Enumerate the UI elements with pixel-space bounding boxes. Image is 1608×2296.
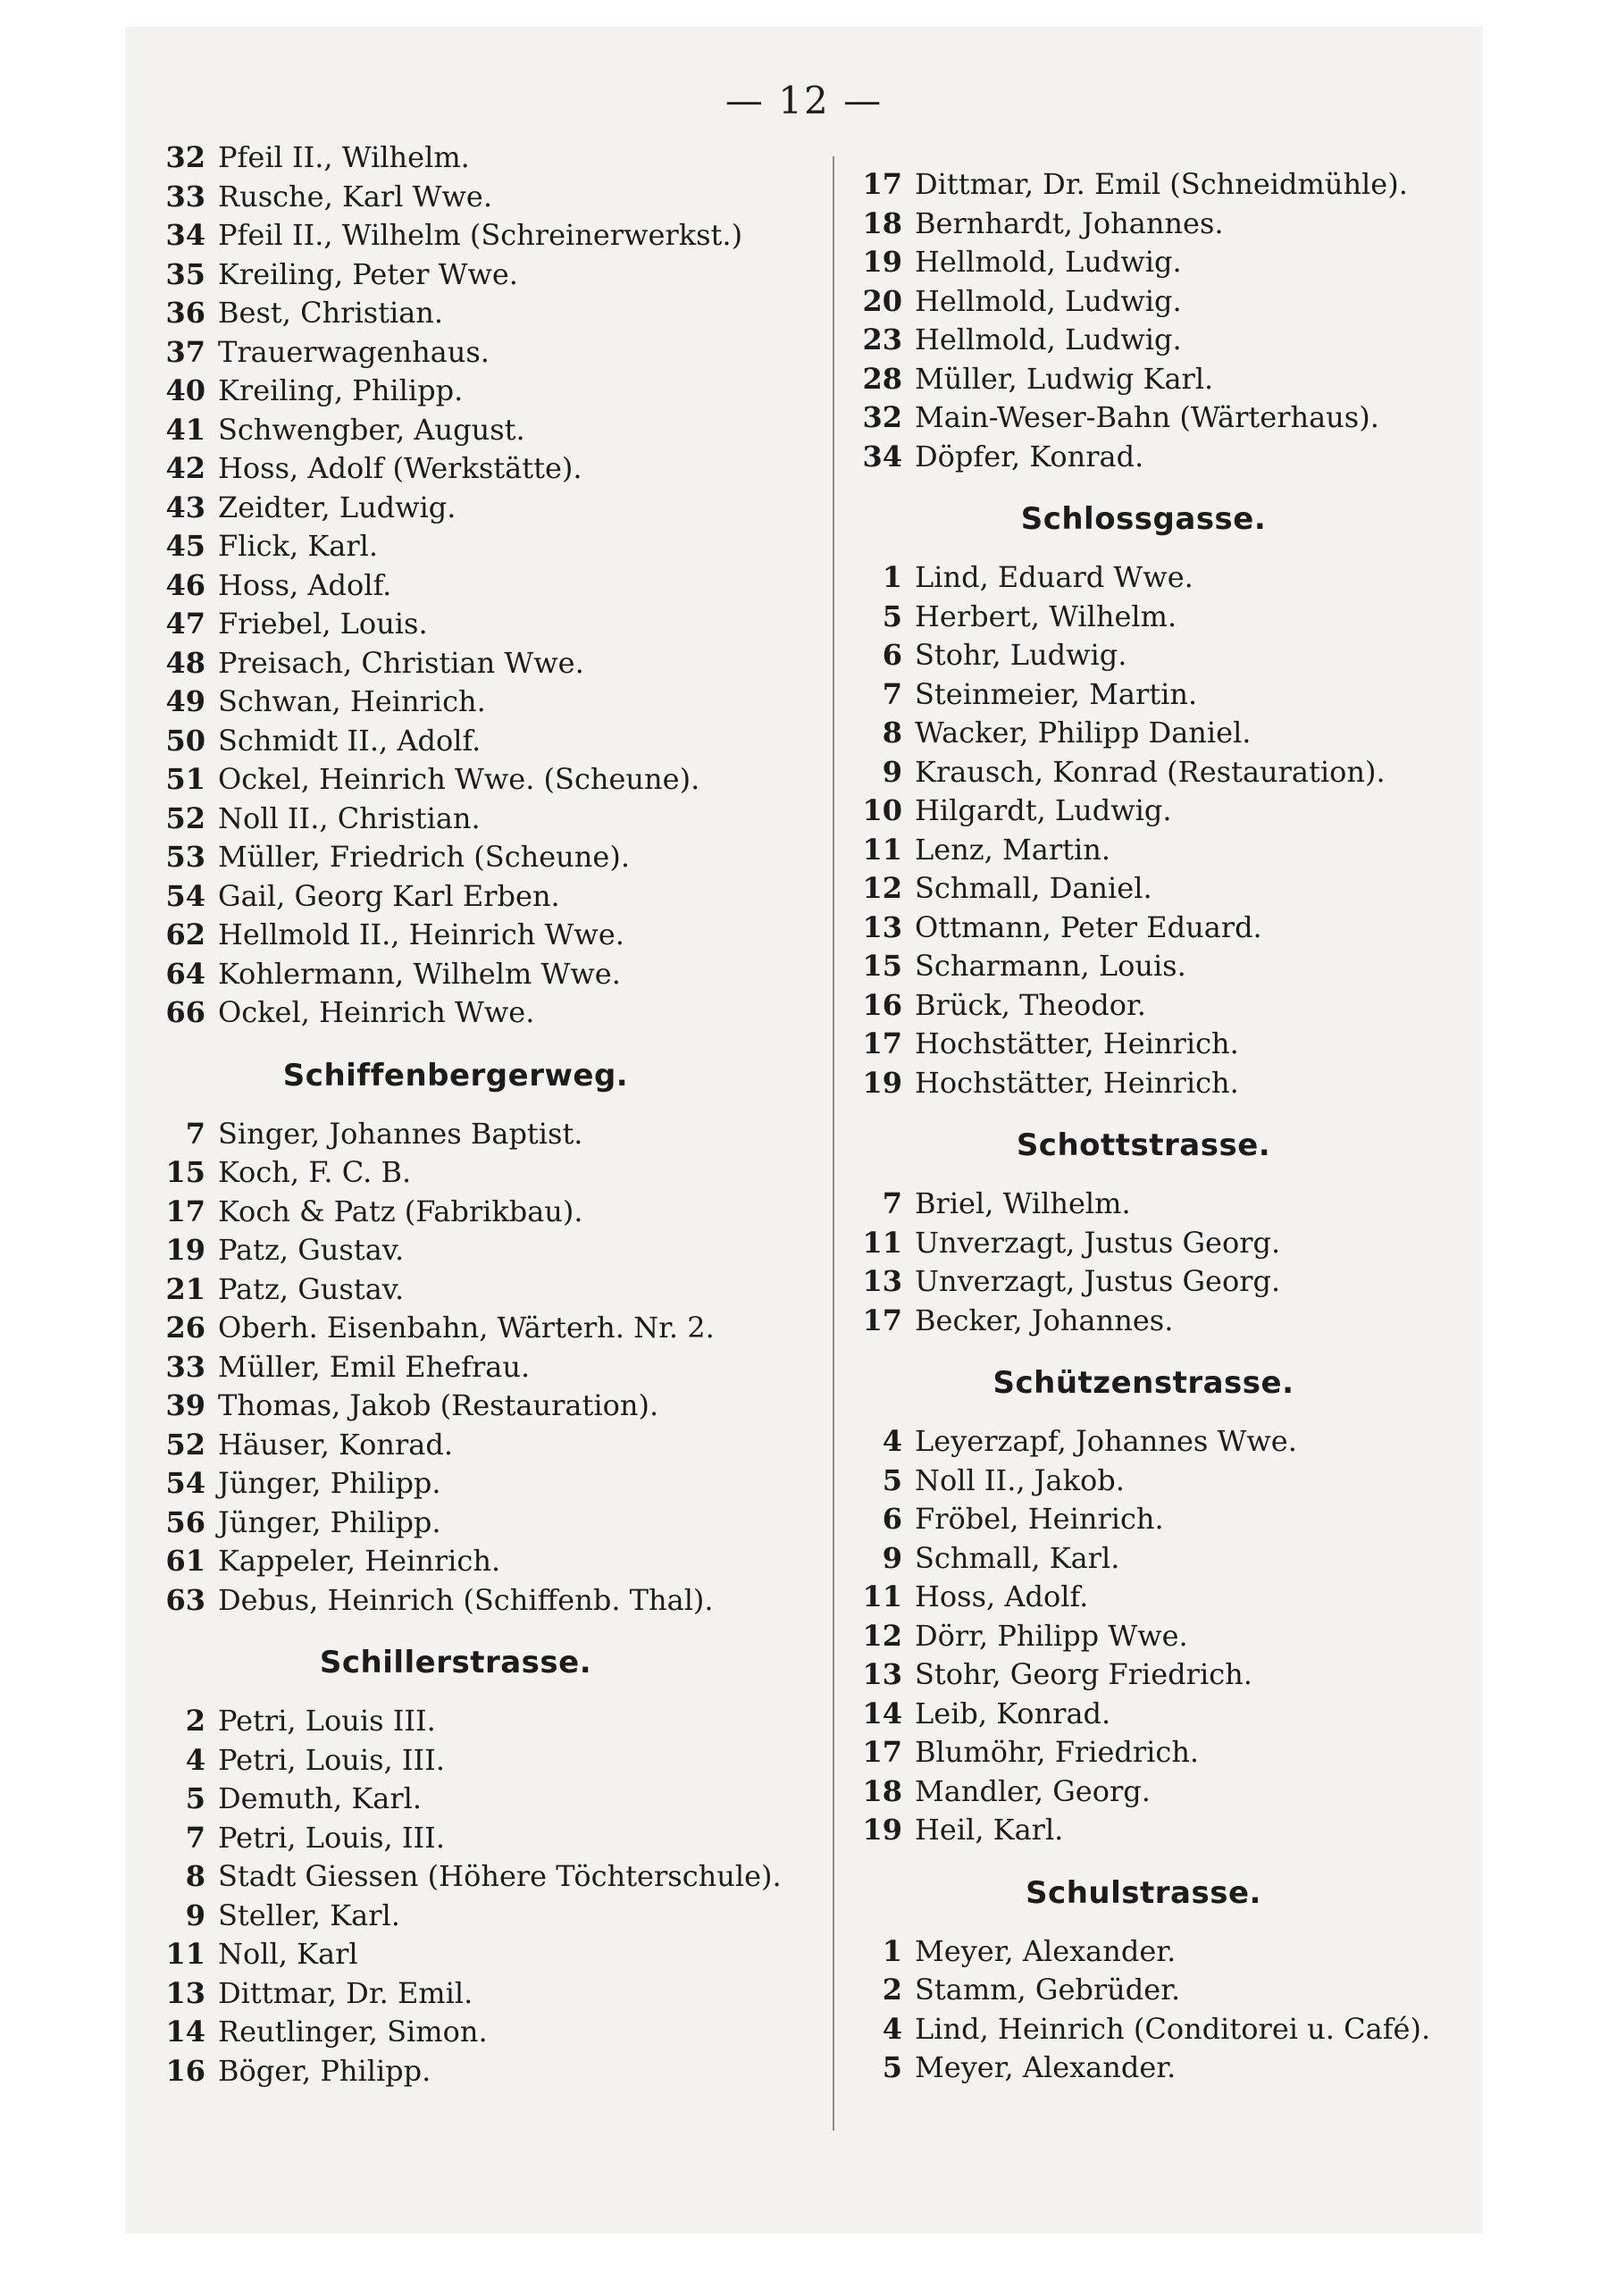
resident-name: Koch, F. C. B. bbox=[218, 1155, 412, 1189]
house-number: 1 bbox=[882, 560, 902, 594]
resident-name: Jünger, Philipp. bbox=[218, 1466, 441, 1500]
resident-name: Patz, Gustav. bbox=[218, 1271, 405, 1306]
house-number: 9 bbox=[882, 754, 902, 789]
address-entry bbox=[849, 753, 1492, 792]
house-number: 6 bbox=[882, 638, 902, 672]
house-number: 37 bbox=[165, 334, 205, 369]
address-entry bbox=[849, 869, 1492, 909]
address-entry bbox=[849, 1539, 1492, 1579]
address-entry bbox=[849, 321, 1492, 360]
resident-name: Lind, Heinrich (Conditorei u. Café). bbox=[915, 2011, 1431, 2046]
house-number: 7 bbox=[185, 1116, 205, 1151]
house-number: 7 bbox=[882, 1186, 902, 1220]
resident-name: Schwengber, August. bbox=[218, 412, 525, 447]
house-number: 49 bbox=[165, 684, 205, 718]
address-entry bbox=[849, 598, 1492, 637]
house-number: 35 bbox=[165, 256, 205, 291]
address-entry bbox=[152, 760, 795, 800]
address-entry bbox=[849, 909, 1492, 948]
resident-name: Ottmann, Peter Eduard. bbox=[915, 909, 1262, 944]
house-number: 10 bbox=[862, 793, 902, 827]
address-entry bbox=[152, 1231, 795, 1270]
address-entry bbox=[849, 1971, 1492, 2010]
resident-name: Herbert, Wilhelm. bbox=[915, 599, 1177, 633]
address-entry bbox=[152, 1857, 795, 1897]
resident-name: Stadt Giessen (Höhere Töchterschule). bbox=[218, 1859, 782, 1893]
resident-name: Dittmar, Dr. Emil (Schneidmühle). bbox=[915, 167, 1408, 201]
house-number: 13 bbox=[862, 1657, 902, 1691]
address-entry bbox=[152, 294, 795, 333]
resident-name: Schmall, Karl. bbox=[915, 1540, 1120, 1575]
address-entry bbox=[152, 1387, 795, 1426]
address-entry bbox=[849, 2010, 1492, 2049]
resident-name: Jünger, Philipp. bbox=[218, 1504, 441, 1539]
resident-name: Stohr, Georg Friedrich. bbox=[915, 1657, 1252, 1691]
resident-name: Steller, Karl. bbox=[218, 1898, 400, 1932]
street-heading: Schillerstrasse. bbox=[319, 1645, 592, 1680]
house-number: 39 bbox=[165, 1388, 205, 1422]
house-number: 5 bbox=[882, 599, 902, 633]
address-entry bbox=[152, 955, 795, 994]
resident-name: Trauerwagenhaus. bbox=[218, 334, 490, 369]
address-entry bbox=[849, 1932, 1492, 1972]
resident-name: Noll, Karl bbox=[218, 1937, 358, 1971]
street-heading: Schulstrasse. bbox=[1026, 1874, 1261, 1911]
address-entry bbox=[849, 1500, 1492, 1539]
house-number: 12 bbox=[862, 871, 902, 905]
address-entry bbox=[849, 205, 1492, 244]
house-number: 15 bbox=[862, 949, 902, 983]
resident-name: Flick, Karl. bbox=[218, 529, 379, 563]
house-number: 5 bbox=[185, 1781, 205, 1815]
address-entry bbox=[152, 1270, 795, 1310]
house-number: 17 bbox=[862, 1026, 902, 1060]
address-entry bbox=[152, 1819, 795, 1858]
house-number: 19 bbox=[165, 1233, 205, 1267]
house-number: 62 bbox=[165, 918, 205, 951]
resident-name: Häuser, Konrad. bbox=[218, 1427, 454, 1462]
address-entry bbox=[849, 1262, 1492, 1302]
house-number: 64 bbox=[165, 956, 205, 991]
resident-name: Hoss, Adolf (Werkstätte). bbox=[218, 451, 582, 485]
house-number: 34 bbox=[862, 439, 902, 473]
column-divider bbox=[833, 156, 834, 2131]
address-entry bbox=[849, 636, 1492, 675]
house-number: 15 bbox=[165, 1155, 205, 1189]
house-number: 8 bbox=[882, 716, 902, 750]
street-heading: Schlossgasse. bbox=[1020, 501, 1267, 537]
resident-name: Hoss, Adolf. bbox=[915, 1580, 1089, 1613]
address-entry bbox=[152, 449, 795, 489]
house-number: 46 bbox=[165, 567, 205, 602]
resident-name: Schmall, Daniel. bbox=[915, 871, 1152, 905]
resident-name: Krausch, Konrad (Restauration). bbox=[915, 754, 1386, 789]
resident-name: Ockel, Heinrich Wwe. bbox=[218, 995, 535, 1029]
house-number: 33 bbox=[165, 1349, 205, 1384]
address-entry bbox=[152, 605, 795, 644]
address-entry bbox=[152, 1426, 795, 1465]
address-entry bbox=[152, 372, 795, 411]
address-entry bbox=[152, 1780, 795, 1819]
resident-name: Kreiling, Philipp. bbox=[218, 373, 464, 407]
house-number: 13 bbox=[165, 1975, 205, 2010]
resident-name: Patz, Gustav. bbox=[218, 1233, 405, 1267]
house-number: 51 bbox=[165, 762, 205, 796]
house-number: 17 bbox=[862, 1735, 902, 1769]
house-number: 47 bbox=[165, 607, 205, 641]
resident-name: Müller, Emil Ehefrau. bbox=[218, 1349, 531, 1384]
house-number: 6 bbox=[882, 1502, 902, 1536]
resident-name: Gail, Georg Karl Erben. bbox=[218, 878, 560, 913]
resident-name: Debus, Heinrich (Schiffenb. Thal). bbox=[218, 1582, 714, 1617]
resident-name: Hilgardt, Ludwig. bbox=[915, 793, 1172, 827]
resident-name: Pfeil II., Wilhelm. bbox=[218, 140, 470, 174]
resident-name: Schmidt II., Adolf. bbox=[218, 723, 482, 758]
address-entry bbox=[152, 838, 795, 877]
address-entry bbox=[849, 1578, 1492, 1617]
address-entry bbox=[152, 1935, 795, 1974]
house-number: 2 bbox=[185, 1704, 205, 1738]
address-entry bbox=[849, 675, 1492, 715]
house-number: 17 bbox=[165, 1194, 205, 1228]
resident-name: Müller, Friedrich (Scheune). bbox=[218, 840, 630, 874]
house-number: 43 bbox=[165, 490, 205, 524]
house-number: 11 bbox=[862, 1225, 902, 1260]
resident-name: Meyer, Alexander. bbox=[915, 1933, 1177, 1968]
address-entry bbox=[849, 1064, 1492, 1103]
house-number: 32 bbox=[165, 140, 205, 174]
resident-name: Rusche, Karl Wwe. bbox=[218, 179, 493, 214]
house-number: 13 bbox=[862, 1264, 902, 1298]
address-entry bbox=[849, 1695, 1492, 1734]
address-entry bbox=[849, 1772, 1492, 1812]
address-entry bbox=[152, 1193, 795, 1232]
resident-name: Lind, Eduard Wwe. bbox=[915, 560, 1193, 594]
house-number: 34 bbox=[165, 218, 205, 252]
address-entry bbox=[152, 2052, 795, 2091]
address-entry bbox=[152, 2013, 795, 2052]
house-number: 21 bbox=[165, 1271, 205, 1306]
resident-name: Petri, Louis III. bbox=[218, 1704, 436, 1738]
resident-name: Best, Christian. bbox=[218, 296, 444, 330]
address-entry bbox=[152, 256, 795, 295]
address-entry bbox=[849, 1302, 1492, 1341]
resident-name: Thomas, Jakob (Restauration). bbox=[218, 1388, 659, 1422]
address-entry bbox=[849, 1733, 1492, 1772]
house-number: 19 bbox=[862, 1813, 902, 1847]
address-entry bbox=[849, 2049, 1492, 2088]
house-number: 54 bbox=[165, 1466, 205, 1500]
address-entry bbox=[849, 792, 1492, 831]
address-entry bbox=[849, 282, 1492, 322]
resident-name: Pfeil II., Wilhelm (Schreinerwerkst.) bbox=[218, 218, 743, 252]
resident-name: Schwan, Heinrich. bbox=[218, 684, 486, 718]
address-entry bbox=[152, 1348, 795, 1387]
address-entry bbox=[849, 947, 1492, 986]
house-number: 63 bbox=[165, 1582, 205, 1617]
resident-name: Hochstätter, Heinrich. bbox=[915, 1026, 1239, 1060]
house-number: 56 bbox=[165, 1504, 205, 1539]
resident-name: Stamm, Gebrüder. bbox=[915, 1973, 1181, 2007]
resident-name: Kappeler, Heinrich. bbox=[218, 1544, 501, 1578]
house-number: 13 bbox=[862, 909, 902, 944]
resident-name: Fröbel, Heinrich. bbox=[915, 1502, 1164, 1536]
resident-name: Böger, Philipp. bbox=[218, 2053, 431, 2088]
house-number: 16 bbox=[165, 2053, 205, 2088]
street-heading: Schützenstrasse. bbox=[992, 1365, 1294, 1401]
house-number: 19 bbox=[862, 245, 902, 279]
house-number: 18 bbox=[862, 205, 902, 240]
address-entry bbox=[152, 216, 795, 256]
house-number: 4 bbox=[185, 1742, 205, 1777]
house-number: 54 bbox=[165, 878, 205, 913]
address-entry bbox=[152, 566, 795, 606]
address-entry bbox=[152, 1702, 795, 1741]
address-entry bbox=[152, 1504, 795, 1543]
house-number: 45 bbox=[165, 529, 205, 563]
resident-name: Stohr, Ludwig. bbox=[915, 638, 1127, 672]
house-number: 2 bbox=[882, 1973, 902, 2007]
resident-name: Kreiling, Peter Wwe. bbox=[218, 256, 518, 291]
resident-name: Petri, Louis, III. bbox=[218, 1820, 445, 1855]
resident-name: Oberh. Eisenbahn, Wärterh. Nr. 2. bbox=[218, 1311, 715, 1345]
address-entry bbox=[849, 986, 1492, 1026]
address-entry bbox=[152, 993, 795, 1033]
house-number: 11 bbox=[862, 1580, 902, 1613]
address-entry bbox=[849, 1025, 1492, 1064]
address-entry bbox=[152, 800, 795, 839]
resident-name: Reutlinger, Simon. bbox=[218, 2015, 488, 2049]
address-entry bbox=[152, 1309, 795, 1348]
resident-name: Mandler, Georg. bbox=[915, 1773, 1151, 1808]
resident-name: Friebel, Louis. bbox=[218, 607, 428, 641]
address-entry bbox=[849, 1224, 1492, 1263]
house-number: 53 bbox=[165, 840, 205, 874]
address-entry bbox=[152, 916, 795, 955]
house-number: 4 bbox=[882, 1424, 902, 1458]
resident-name: Hellmold II., Heinrich Wwe. bbox=[218, 918, 624, 951]
resident-name: Hoss, Adolf. bbox=[218, 567, 392, 602]
left-column bbox=[152, 138, 795, 2091]
house-number: 9 bbox=[185, 1898, 205, 1932]
address-entry bbox=[152, 1542, 795, 1581]
resident-name: Meyer, Alexander. bbox=[915, 2050, 1177, 2084]
address-entry bbox=[849, 1185, 1492, 1224]
address-entry bbox=[849, 243, 1492, 282]
address-entry bbox=[152, 683, 795, 722]
resident-name: Heil, Karl. bbox=[915, 1813, 1064, 1847]
address-entry bbox=[152, 1153, 795, 1193]
address-entry bbox=[849, 360, 1492, 399]
resident-name: Bernhardt, Johannes. bbox=[915, 205, 1224, 240]
address-entry bbox=[152, 722, 795, 761]
house-number: 17 bbox=[862, 167, 902, 201]
address-entry bbox=[152, 1115, 795, 1154]
address-entry bbox=[152, 1741, 795, 1781]
resident-name: Kohlermann, Wilhelm Wwe. bbox=[218, 956, 621, 991]
house-number: 28 bbox=[862, 361, 902, 396]
right-column bbox=[849, 165, 1492, 2088]
resident-name: Steinmeier, Martin. bbox=[915, 676, 1198, 711]
house-number: 14 bbox=[165, 2015, 205, 2049]
house-number: 50 bbox=[165, 723, 205, 758]
house-number: 61 bbox=[165, 1544, 205, 1578]
house-number: 40 bbox=[165, 373, 205, 407]
address-entry bbox=[849, 165, 1492, 205]
house-number: 8 bbox=[185, 1859, 205, 1893]
house-number: 5 bbox=[882, 2050, 902, 2084]
resident-name: Hellmold, Ludwig. bbox=[915, 323, 1182, 356]
address-entry bbox=[152, 489, 795, 528]
resident-name: Becker, Johannes. bbox=[915, 1303, 1174, 1337]
address-entry bbox=[849, 831, 1492, 870]
resident-name: Scharmann, Louis. bbox=[915, 949, 1186, 983]
resident-name: Unverzagt, Justus Georg. bbox=[915, 1225, 1281, 1260]
house-number: 7 bbox=[185, 1820, 205, 1855]
house-number: 48 bbox=[165, 645, 205, 680]
address-entry bbox=[849, 1462, 1492, 1501]
resident-name: Petri, Louis, III. bbox=[218, 1742, 445, 1777]
resident-name: Blumöhr, Friedrich. bbox=[915, 1735, 1200, 1769]
address-entry bbox=[152, 527, 795, 566]
address-entry bbox=[849, 438, 1492, 477]
resident-name: Hellmold, Ludwig. bbox=[915, 245, 1182, 279]
house-number: 52 bbox=[165, 800, 205, 835]
street-heading: Schottstrasse. bbox=[1016, 1127, 1271, 1163]
house-number: 32 bbox=[862, 400, 902, 434]
address-entry bbox=[152, 333, 795, 373]
resident-name: Leyerzapf, Johannes Wwe. bbox=[915, 1424, 1297, 1458]
house-number: 66 bbox=[165, 995, 205, 1029]
resident-name: Wacker, Philipp Daniel. bbox=[915, 716, 1252, 750]
resident-name: Brück, Theodor. bbox=[915, 987, 1146, 1022]
address-entry bbox=[152, 644, 795, 683]
resident-name: Hochstätter, Heinrich. bbox=[915, 1065, 1239, 1100]
resident-name: Zeidter, Ludwig. bbox=[218, 490, 456, 524]
address-entry bbox=[849, 1655, 1492, 1695]
house-number: 1 bbox=[882, 1933, 902, 1968]
house-number: 42 bbox=[165, 451, 205, 485]
resident-name: Lenz, Martin. bbox=[915, 832, 1111, 867]
house-number: 20 bbox=[862, 283, 902, 318]
resident-name: Unverzagt, Justus Georg. bbox=[915, 1264, 1281, 1298]
street-heading: Schiffenbergerweg. bbox=[282, 1057, 629, 1094]
resident-name: Dörr, Philipp Wwe. bbox=[915, 1618, 1188, 1653]
address-entry bbox=[849, 714, 1492, 753]
address-entry bbox=[152, 1464, 795, 1504]
house-number: 26 bbox=[165, 1311, 205, 1345]
resident-name: Dittmar, Dr. Emil. bbox=[218, 1975, 473, 2010]
resident-name: Main-Weser-Bahn (Wärterhaus). bbox=[915, 400, 1379, 434]
house-number: 52 bbox=[165, 1427, 205, 1462]
resident-name: Müller, Ludwig Karl. bbox=[915, 361, 1214, 396]
house-number: 18 bbox=[862, 1773, 902, 1808]
resident-name: Koch & Patz (Fabrikbau). bbox=[218, 1194, 583, 1228]
address-entry bbox=[152, 1897, 795, 1936]
address-entry bbox=[849, 398, 1492, 438]
resident-name: Döpfer, Konrad. bbox=[915, 439, 1144, 473]
address-entry bbox=[849, 1422, 1492, 1462]
resident-name: Hellmold, Ludwig. bbox=[915, 283, 1182, 318]
address-entry bbox=[152, 178, 795, 217]
address-entry bbox=[849, 1617, 1492, 1656]
house-number: 33 bbox=[165, 179, 205, 214]
resident-name: Preisach, Christian Wwe. bbox=[218, 645, 584, 680]
house-number: 12 bbox=[862, 1618, 902, 1653]
resident-name: Demuth, Karl. bbox=[218, 1781, 423, 1815]
house-number: 11 bbox=[862, 832, 902, 867]
house-number: 41 bbox=[165, 412, 205, 447]
house-number: 14 bbox=[862, 1696, 902, 1730]
resident-name: Noll II., Jakob. bbox=[915, 1462, 1125, 1497]
address-entry bbox=[152, 1581, 795, 1621]
house-number: 19 bbox=[862, 1065, 902, 1100]
page-number: — 12 — bbox=[724, 79, 884, 122]
house-number: 23 bbox=[862, 323, 902, 356]
address-entry bbox=[152, 411, 795, 450]
address-entry bbox=[152, 877, 795, 917]
house-number: 5 bbox=[882, 1462, 902, 1497]
house-number: 11 bbox=[165, 1937, 205, 1971]
house-number: 17 bbox=[862, 1303, 902, 1337]
house-number: 16 bbox=[862, 987, 902, 1022]
resident-name: Noll II., Christian. bbox=[218, 800, 481, 835]
house-number: 9 bbox=[882, 1540, 902, 1575]
resident-name: Singer, Johannes Baptist. bbox=[218, 1116, 583, 1151]
resident-name: Briel, Wilhelm. bbox=[915, 1186, 1131, 1220]
address-entry bbox=[152, 1974, 795, 2014]
house-number: 7 bbox=[882, 676, 902, 711]
address-entry bbox=[849, 558, 1492, 598]
resident-name: Leib, Konrad. bbox=[915, 1696, 1111, 1730]
address-entry bbox=[849, 1811, 1492, 1850]
address-entry bbox=[152, 138, 795, 178]
resident-name: Ockel, Heinrich Wwe. (Scheune). bbox=[218, 762, 700, 796]
house-number: 4 bbox=[882, 2011, 902, 2046]
house-number: 36 bbox=[165, 296, 205, 330]
